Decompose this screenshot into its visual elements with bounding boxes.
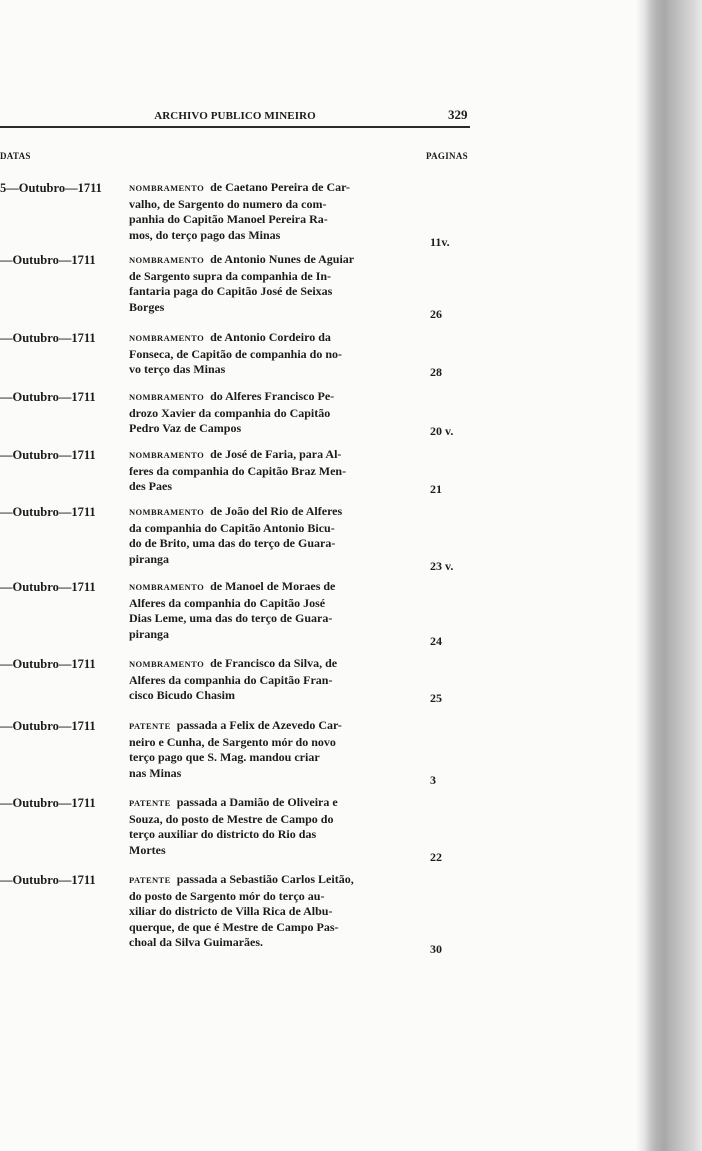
entry-description [129,872,407,951]
entry-first-line [129,718,407,735]
entry-type: NOMBRAMENTO [129,392,205,402]
entry-line-text: de José de Faria, para Al- [210,447,342,461]
entry-line: xiliar do districto de Villa Rica de Albu- [129,904,333,919]
entry-date: —Outubro—1711 [0,580,96,594]
entry-type: NOMBRAMENTO [129,255,205,265]
entry-page-ref: 30 [430,942,442,956]
entry-date: —Outubro—1711 [0,719,96,733]
entry-line-text: passada a Damião de Oliveira e [176,795,338,809]
entry-date: —Outubro—1711 [0,448,96,462]
entry-page-ref: 28 [430,365,442,379]
entry-line: piranga [129,551,170,566]
entry-line: valho, de Sargento do numero da com- [129,196,327,211]
entry-line-text: de Caetano Pereira de Car- [210,180,351,194]
entry-date: —Outubro—1711 [0,796,96,810]
page-number: 329 [448,107,468,122]
entry-line: des Paes [129,479,172,494]
entry-line: vo terço das Minas [129,362,226,377]
entry-date: 5—Outubro—1711 [0,181,102,195]
entry-line: cisco Bicudo Chasim [129,688,236,703]
entry-page-ref: 23 v. [430,559,454,573]
entry-description [129,180,407,243]
entry-description [129,795,407,858]
entry-first-line [129,252,407,269]
entry-description [129,504,407,567]
entry-first-line [129,872,407,889]
entry-line: Mortes [129,842,166,857]
entry-type: NOMBRAMENTO [129,450,205,460]
entry-line: mos, do terço pago das Minas [129,227,281,242]
entry-line: neiro e Cunha, de Sargento mór do novo [129,734,336,749]
entry-line: Borges [129,299,165,314]
entry-first-line [129,795,407,812]
entry-description [129,718,407,781]
entry-type: NOMBRAMENTO [129,333,205,343]
entry-page-ref: 24 [430,634,442,648]
entry-description [129,252,407,315]
entry-line: fantaria paga do Capitão José de Seixas [129,284,333,299]
running-title: ARCHIVO PUBLICO MINEIRO [154,110,316,122]
entry-first-line [129,389,407,406]
entry-line: do de Brito, uma das do terço de Guara- [129,536,336,551]
entry-line: Pedro Vaz de Campos [129,421,242,436]
entry-line: querque, de que é Mestre de Campo Pas- [129,919,339,934]
entry-page-ref: 25 [430,691,442,705]
entry-date: —Outubro—1711 [0,253,96,267]
entry-first-line [129,180,407,197]
entry-line-text: de Francisco da Silva, de [210,656,338,670]
entry-description [129,579,407,642]
entry-date: —Outubro—1711 [0,873,96,887]
entry-line: Alferes da companhia do Capitão Fran- [129,672,333,687]
entry-line: nas Minas [129,765,182,780]
entry-description [129,656,407,704]
dates-column-label: DATAS [0,151,31,161]
entry-line-text: do Alferes Francisco Pe- [210,389,335,403]
entry-line-text: de João del Rio de Alferes [210,504,343,518]
entry-date: —Outubro—1711 [0,331,96,345]
header-rule [0,126,470,128]
entry-line-text: de Manoel de Moraes de [210,579,336,593]
entry-line: Alferes da companhia do Capitão José [129,595,326,610]
entry-type: NOMBRAMENTO [129,183,205,193]
entry-line: feres da companhia do Capitão Braz Men- [129,463,347,478]
entry-line: terço pago que S. Mag. mandou criar [129,750,320,765]
entry-line: de Sargento supra da companhia de In- [129,268,332,283]
entry-line: panhia do Capitão Manoel Pereira Ra- [129,212,328,227]
entry-page-ref: 26 [430,307,442,321]
entry-type: PATENTE [129,798,171,808]
entry-page-ref: 20 v. [430,424,454,438]
pages-column-label: PAGINAS [426,151,468,161]
entry-page-ref: 21 [430,482,442,496]
entry-line: da companhia do Capitão Antonio Bicu- [129,520,335,535]
entry-page-ref: 3 [430,773,436,787]
entry-date: —Outubro—1711 [0,657,96,671]
entry-line: drozo Xavier da companhia do Capitão [129,405,331,420]
entry-first-line [129,447,407,464]
entry-first-line [129,330,407,347]
entry-type: PATENTE [129,875,171,885]
entry-line: do posto de Sargento mór do terço au- [129,888,325,903]
entry-line: Dias Leme, uma das do terço de Guara- [129,611,333,626]
entry-type: NOMBRAMENTO [129,582,205,592]
entry-description [129,389,407,437]
book-gutter-shadow [636,0,702,1151]
entry-line: Fonseca, de Capitão de companhia do no- [129,346,343,361]
entry-type: PATENTE [129,721,171,731]
entry-type: NOMBRAMENTO [129,507,205,517]
entry-type: NOMBRAMENTO [129,659,205,669]
entry-line: Souza, do posto de Mestre de Campo do [129,811,334,826]
entry-date: —Outubro—1711 [0,505,96,519]
entry-line: piranga [129,626,170,641]
entry-description [129,447,407,495]
entry-line: terço auxiliar do districto do Rio das [129,827,317,842]
entry-line: choal da Silva Guimarães. [129,935,264,950]
entry-page-ref: 11v. [430,235,450,249]
entry-line-text: de Antonio Nunes de Aguiar [210,252,355,266]
entry-date: —Outubro—1711 [0,390,96,404]
entry-line-text: passada a Felix de Azevedo Car- [176,718,342,732]
entry-first-line [129,579,407,596]
entry-page-ref: 22 [430,850,442,864]
entry-first-line [129,656,407,673]
entry-line-text: passada a Sebastião Carlos Leitão, [176,872,354,886]
entry-description [129,330,407,378]
entry-first-line [129,504,407,521]
entry-line-text: de Antonio Cordeiro da [210,330,331,344]
